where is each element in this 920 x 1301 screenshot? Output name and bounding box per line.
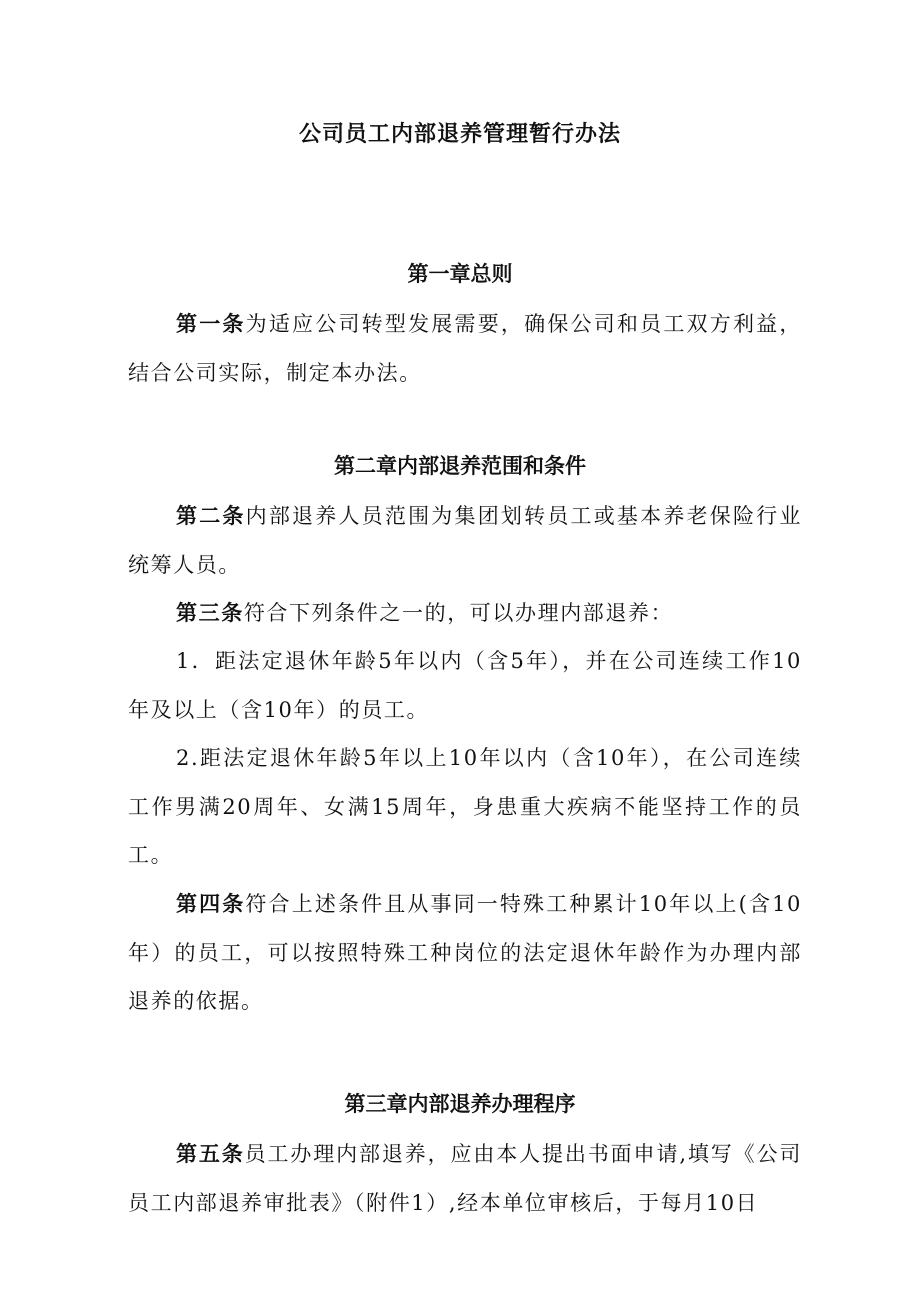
article-3-lead: 第三条 (176, 600, 244, 625)
chapter-2-title: 第二章内部退养范围和条件 (334, 453, 586, 478)
condition-item-2-text: 2.距法定退休年龄5年以上10年以内（含10年），在公司连续工作男满20周年、女满15周年，身患重大疾病不能坚持工作的员工。 (128, 746, 802, 867)
article-3 (128, 589, 802, 638)
article-5-text: 员工办理内部退养，应由本人提出书面申请,填写《公司员工内部退养审批表》（附件1）,经本单位审核后，于每月10日 (128, 1142, 802, 1215)
article-4-lead: 第四条 (176, 891, 246, 916)
article-5 (128, 1130, 802, 1227)
chapter-1-title: 第一章总则 (407, 261, 513, 286)
article-2-text: 内部退养人员范围为集团划转员工或基本养老保险行业统筹人员。 (128, 504, 802, 577)
chapter-3-title: 第三章内部退养办理程序 (344, 1091, 576, 1116)
document-title: 公司员工内部退养管理暂行办法 (298, 121, 621, 147)
article-3-text: 符合下列条件之一的，可以办理内部退养： (243, 601, 674, 625)
article-1-text: 为适应公司转型发展需要，确保公司和员工双方利益，结合公司实际，制定本办法。 (128, 312, 802, 385)
condition-item-1 (128, 637, 802, 734)
article-1 (128, 300, 802, 397)
article-5-lead: 第五条 (176, 1141, 245, 1166)
condition-item-2 (128, 734, 802, 880)
condition-item-1-text: 1．距法定退休年龄5年以内（含5年），并在公司连续工作10年及以上（含10年）的员工。 (128, 649, 802, 722)
article-2 (128, 492, 802, 589)
article-2-lead: 第二条 (176, 503, 246, 528)
article-1-lead: 第一条 (176, 311, 246, 336)
article-4 (128, 880, 802, 1026)
article-4-text: 符合上述条件且从事同一特殊工种累计10年以上(含10年）的员工，可以按照特殊工种岗位的法定退休年龄作为办理内部退养的依据。 (128, 892, 802, 1013)
